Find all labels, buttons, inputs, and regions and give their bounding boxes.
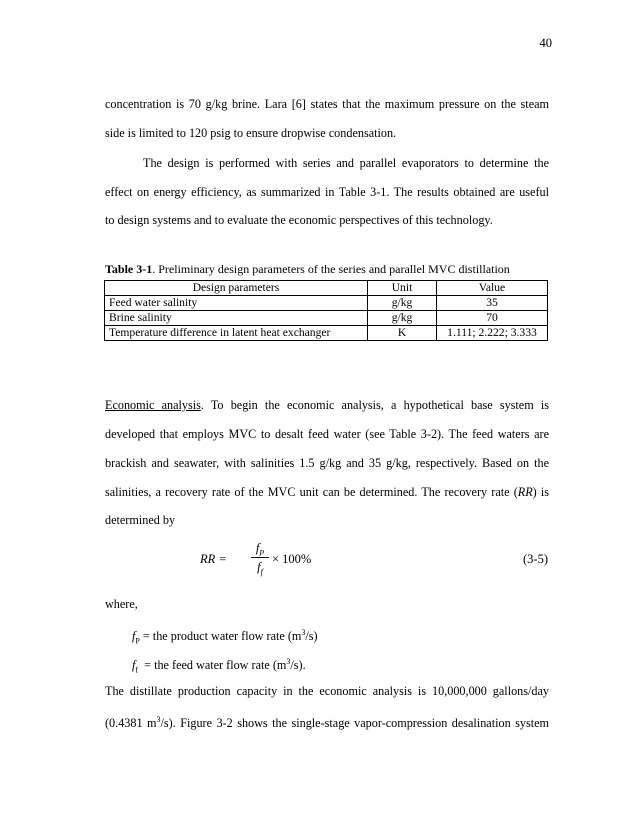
definition-text: /s) (305, 629, 318, 644)
table-row (105, 311, 548, 326)
table-caption-text: . Preliminary design parameters of the series and parallel MVC distillation (152, 262, 510, 276)
paragraph-line: to design systems and to evaluate the economic perspectives of this technology. (105, 213, 493, 227)
table-cell: Feed water salinity (105, 296, 368, 311)
table-cell: K (368, 326, 437, 341)
table-cell: 1.111; 2.222; 3.333 (437, 326, 548, 341)
equation-number: (3-5) (523, 552, 548, 566)
table-cell: 70 (437, 311, 548, 326)
page-number: 40 (539, 36, 552, 50)
table-header-row (105, 281, 548, 296)
symbol-fp: f (132, 629, 136, 644)
table-caption (105, 262, 510, 277)
definition-text: = the feed water flow rate (m (138, 658, 287, 673)
text-span: salinities, a recovery rate of the MVC unit can be determined. The recovery rate ( (105, 485, 518, 499)
paragraph-line: brackish and seawater, with salinities 1.5 g/kg and 35 g/kg, respectively. Based on the (105, 456, 549, 470)
symbol-subscript: f (135, 665, 139, 675)
table-cell: Temperature difference in latent heat exchanger (105, 326, 368, 341)
table-cell: g/kg (368, 296, 437, 311)
equation-rhs: × 100% (272, 552, 312, 566)
table-caption-label: Table 3-1 (105, 262, 153, 276)
column-header: Value (437, 281, 548, 296)
paragraph-line: The design is performed with series and parallel evaporators to determine the (143, 156, 549, 170)
denominator-symbol: f (257, 560, 261, 574)
paragraph-line: where, (105, 597, 138, 611)
section-heading: Economic analysis (105, 398, 201, 412)
text-span: (0.4381 m (105, 716, 157, 731)
column-header: Unit (368, 281, 437, 296)
fraction-numerator (251, 540, 269, 556)
superscript: 3 (286, 657, 291, 666)
paragraph-line: side is limited to 120 psig to ensure dropwise condensation. (105, 126, 397, 140)
variable-rr: RR (517, 485, 533, 499)
paragraph-line: concentration is 70 g/kg brine. Lara [6] states that the maximum pressure on the steam (105, 97, 549, 111)
equation-lhs: RR = (200, 552, 227, 566)
design-parameters-table (104, 280, 548, 341)
superscript: 3 (301, 628, 306, 637)
definition-text: = the product water flow rate (m (139, 629, 302, 644)
table-row (105, 326, 548, 341)
superscript: 3 (156, 715, 161, 724)
symbol-ff: f (132, 658, 136, 673)
definition-line (132, 654, 576, 679)
paragraph-line: developed that employs MVC to desalt feed water (see Table 3-2). The feed waters are (105, 427, 549, 441)
numerator-symbol: f (255, 541, 260, 555)
paragraph-line (105, 397, 549, 413)
paragraph-line (105, 484, 549, 500)
text-span: /s). Figure 3-2 shows the single-stage vapor-compression desalination system (160, 716, 549, 731)
equation-fraction (251, 540, 269, 575)
heading-continuation: . To begin the economic analysis, a hypothetical base system is (200, 398, 549, 412)
table-cell: 35 (437, 296, 548, 311)
text-span: ) is (532, 485, 549, 499)
paragraph-line: effect on energy efficiency, as summarized in Table 3-1. The results obtained are useful (105, 185, 549, 199)
table-row (105, 296, 548, 311)
paragraph-line: determined by (105, 513, 176, 527)
table-cell: g/kg (368, 311, 437, 326)
symbol-subscript: P (135, 636, 140, 646)
definition-line (132, 625, 576, 650)
column-header: Design parameters (105, 281, 368, 296)
definition-text: /s). (290, 658, 306, 673)
fraction-denominator (251, 559, 269, 575)
table-cell: Brine salinity (105, 311, 368, 326)
paragraph-line: The distillate production capacity in the economic analysis is 10,000,000 gallons/day (105, 684, 549, 698)
paragraph-line (105, 712, 549, 731)
numerator-subscript: P (259, 548, 265, 558)
denominator-subscript: f (260, 567, 263, 577)
